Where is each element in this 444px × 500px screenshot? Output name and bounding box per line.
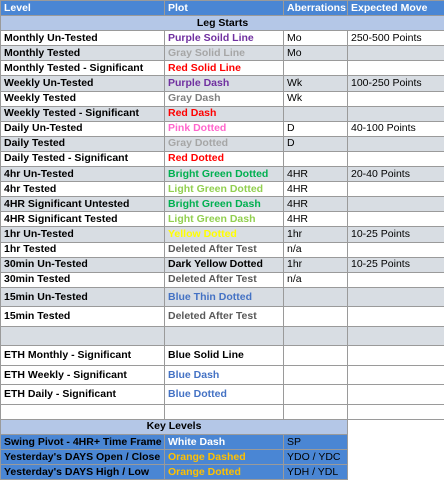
plot-cell[interactable]: Gray Solid Line [165, 46, 284, 61]
level-row [1, 326, 444, 346]
blank-cell [348, 465, 444, 480]
abbr-cell[interactable]: 4HR [284, 182, 348, 197]
move-cell[interactable]: 250-500 Points [348, 31, 444, 46]
move-cell[interactable]: 40-100 Points [348, 121, 444, 136]
level-row [1, 61, 444, 76]
leg-starts-title[interactable]: Leg Starts [1, 16, 444, 31]
key-levels-title[interactable]: Key Levels [1, 419, 348, 434]
level-cell[interactable]: Monthly Tested - Significant [1, 61, 165, 76]
abbr-cell[interactable]: n/a [284, 242, 348, 257]
level-row [1, 242, 444, 257]
plot-cell[interactable]: Dark Yellow Dotted [165, 257, 284, 272]
level-row [1, 197, 444, 212]
level-cell[interactable]: Monthly Un-Tested [1, 31, 165, 46]
blank-cell [348, 434, 444, 449]
abbr-cell[interactable] [284, 365, 348, 385]
plot-cell[interactable] [165, 326, 284, 346]
level-row [1, 272, 444, 287]
abbr-cell[interactable]: D [284, 136, 348, 151]
blank-cell [348, 419, 444, 434]
header-move[interactable]: Expected Move [348, 1, 444, 16]
level-row [1, 307, 444, 327]
key-abbr-cell[interactable]: YDO / YDC [284, 450, 348, 465]
abbr-cell[interactable]: 4HR [284, 197, 348, 212]
level-cell[interactable]: Daily Tested - Significant [1, 151, 165, 166]
level-row [1, 121, 444, 136]
key-level-cell[interactable]: Swing Pivot - 4HR+ Time Frame [1, 434, 165, 449]
plot-cell[interactable]: Red Dotted [165, 151, 284, 166]
level-cell[interactable]: 15min Un-Tested [1, 287, 165, 307]
header-plot[interactable]: Plot [165, 1, 284, 16]
move-cell[interactable] [348, 326, 444, 346]
level-row [1, 287, 444, 307]
move-cell[interactable] [348, 307, 444, 327]
abbr-cell[interactable] [284, 151, 348, 166]
level-cell[interactable]: 4hr Un-Tested [1, 167, 165, 182]
move-cell[interactable] [348, 242, 444, 257]
abbr-cell[interactable] [284, 287, 348, 307]
key-levels-row [1, 419, 444, 434]
move-cell[interactable]: 20-40 Points [348, 167, 444, 182]
level-row [1, 404, 444, 419]
level-row [1, 31, 444, 46]
level-row [1, 76, 444, 91]
level-row [1, 106, 444, 121]
level-cell[interactable]: 30min Un-Tested [1, 257, 165, 272]
level-cell[interactable]: 30min Tested [1, 272, 165, 287]
move-cell[interactable]: 10-25 Points [348, 257, 444, 272]
plot-cell[interactable]: Deleted After Test [165, 272, 284, 287]
abbr-cell[interactable]: Mo [284, 31, 348, 46]
key-level-row [1, 434, 444, 449]
header-row [1, 1, 444, 16]
move-cell[interactable] [348, 91, 444, 106]
move-cell[interactable] [348, 106, 444, 121]
abbr-cell[interactable] [284, 106, 348, 121]
level-row [1, 91, 444, 106]
abbr-cell[interactable] [284, 307, 348, 327]
level-row [1, 167, 444, 182]
level-row [1, 346, 444, 366]
plot-cell[interactable]: Gray Dash [165, 91, 284, 106]
level-row [1, 136, 444, 151]
level-cell[interactable] [1, 404, 165, 419]
abbr-cell[interactable]: 1hr [284, 257, 348, 272]
plot-cell[interactable]: Blue Dash [165, 365, 284, 385]
level-cell[interactable]: ETH Monthly - Significant [1, 346, 165, 366]
abbr-cell[interactable] [284, 346, 348, 366]
abbr-cell[interactable]: D [284, 121, 348, 136]
abbr-cell[interactable]: 1hr [284, 227, 348, 242]
plot-cell[interactable]: Light Green Dotted [165, 182, 284, 197]
move-cell[interactable] [348, 365, 444, 385]
move-cell[interactable] [348, 46, 444, 61]
move-cell[interactable] [348, 287, 444, 307]
plot-cell[interactable] [165, 404, 284, 419]
level-row [1, 212, 444, 227]
plot-cell[interactable]: Blue Thin Dotted [165, 287, 284, 307]
leg-starts-row [1, 16, 444, 31]
abbr-cell[interactable]: n/a [284, 272, 348, 287]
abbr-cell[interactable]: Wk [284, 91, 348, 106]
key-level-cell[interactable]: Yesterday's DAYS High / Low [1, 465, 165, 480]
plot-cell[interactable]: Bright Green Dash [165, 197, 284, 212]
plot-cell[interactable]: Deleted After Test [165, 307, 284, 327]
level-cell[interactable]: Daily Un-Tested [1, 121, 165, 136]
plot-cell[interactable]: Yellow Dotted [165, 227, 284, 242]
level-cell[interactable]: 1hr Tested [1, 242, 165, 257]
level-row [1, 385, 444, 405]
level-cell[interactable]: Weekly Tested - Significant [1, 106, 165, 121]
level-cell[interactable]: ETH Weekly - Significant [1, 365, 165, 385]
plot-cell[interactable]: Purple Dash [165, 76, 284, 91]
level-cell[interactable]: 4HR Significant Tested [1, 212, 165, 227]
level-row [1, 365, 444, 385]
level-row [1, 182, 444, 197]
move-cell[interactable] [348, 272, 444, 287]
level-cell[interactable]: 15min Tested [1, 307, 165, 327]
move-cell[interactable] [348, 197, 444, 212]
plot-cell[interactable]: Purple Soild Line [165, 31, 284, 46]
level-row [1, 257, 444, 272]
level-row [1, 227, 444, 242]
abbr-cell[interactable]: 4HR [284, 167, 348, 182]
level-row [1, 151, 444, 166]
abbr-cell[interactable]: 4HR [284, 212, 348, 227]
plot-cell[interactable]: Blue Dotted [165, 385, 284, 405]
move-cell[interactable] [348, 346, 444, 366]
plot-cell[interactable]: Red Solid Line [165, 61, 284, 76]
level-cell[interactable]: 4HR Significant Untested [1, 197, 165, 212]
plot-cell[interactable]: Deleted After Test [165, 242, 284, 257]
level-cell[interactable]: 1hr Un-Tested [1, 227, 165, 242]
move-cell[interactable] [348, 212, 444, 227]
key-plot-cell[interactable]: Orange Dashed [165, 450, 284, 465]
blank-cell [348, 450, 444, 465]
level-cell[interactable]: Weekly Tested [1, 91, 165, 106]
key-plot-cell[interactable]: Orange Dotted [165, 465, 284, 480]
abbr-cell[interactable]: Wk [284, 76, 348, 91]
level-row [1, 46, 444, 61]
move-cell[interactable]: 10-25 Points [348, 227, 444, 242]
move-cell[interactable] [348, 404, 444, 419]
level-cell[interactable]: Weekly Un-Tested [1, 76, 165, 91]
plot-cell[interactable]: Pink Dotted [165, 121, 284, 136]
plot-cell[interactable]: Light Green Dash [165, 212, 284, 227]
header-level[interactable]: Level [1, 1, 165, 16]
plot-cell[interactable]: Bright Green Dotted [165, 167, 284, 182]
move-cell[interactable] [348, 385, 444, 405]
level-cell[interactable]: Monthly Tested [1, 46, 165, 61]
level-cell[interactable] [1, 326, 165, 346]
abbr-cell[interactable] [284, 326, 348, 346]
abbr-cell[interactable]: Mo [284, 46, 348, 61]
key-abbr-cell[interactable]: SP [284, 434, 348, 449]
key-abbr-cell[interactable]: YDH / YDL [284, 465, 348, 480]
move-cell[interactable]: 100-250 Points [348, 76, 444, 91]
abbr-cell[interactable] [284, 404, 348, 419]
plot-cell[interactable]: Blue Solid Line [165, 346, 284, 366]
abbr-cell[interactable] [284, 385, 348, 405]
key-plot-cell[interactable]: White Dash [165, 434, 284, 449]
move-cell[interactable] [348, 61, 444, 76]
level-cell[interactable]: ETH Daily - Significant [1, 385, 165, 405]
key-level-cell[interactable]: Yesterday's DAYS Open / Close [1, 450, 165, 465]
move-cell[interactable] [348, 136, 444, 151]
key-level-row [1, 450, 444, 465]
header-abbr[interactable]: Aberrations [284, 1, 348, 16]
move-cell[interactable] [348, 151, 444, 166]
abbr-cell[interactable] [284, 61, 348, 76]
plot-cell[interactable]: Gray Dotted [165, 136, 284, 151]
plot-cell[interactable]: Red Dash [165, 106, 284, 121]
level-cell[interactable]: Daily Tested [1, 136, 165, 151]
key-level-row [1, 465, 444, 480]
level-cell[interactable]: 4hr Tested [1, 182, 165, 197]
move-cell[interactable] [348, 182, 444, 197]
